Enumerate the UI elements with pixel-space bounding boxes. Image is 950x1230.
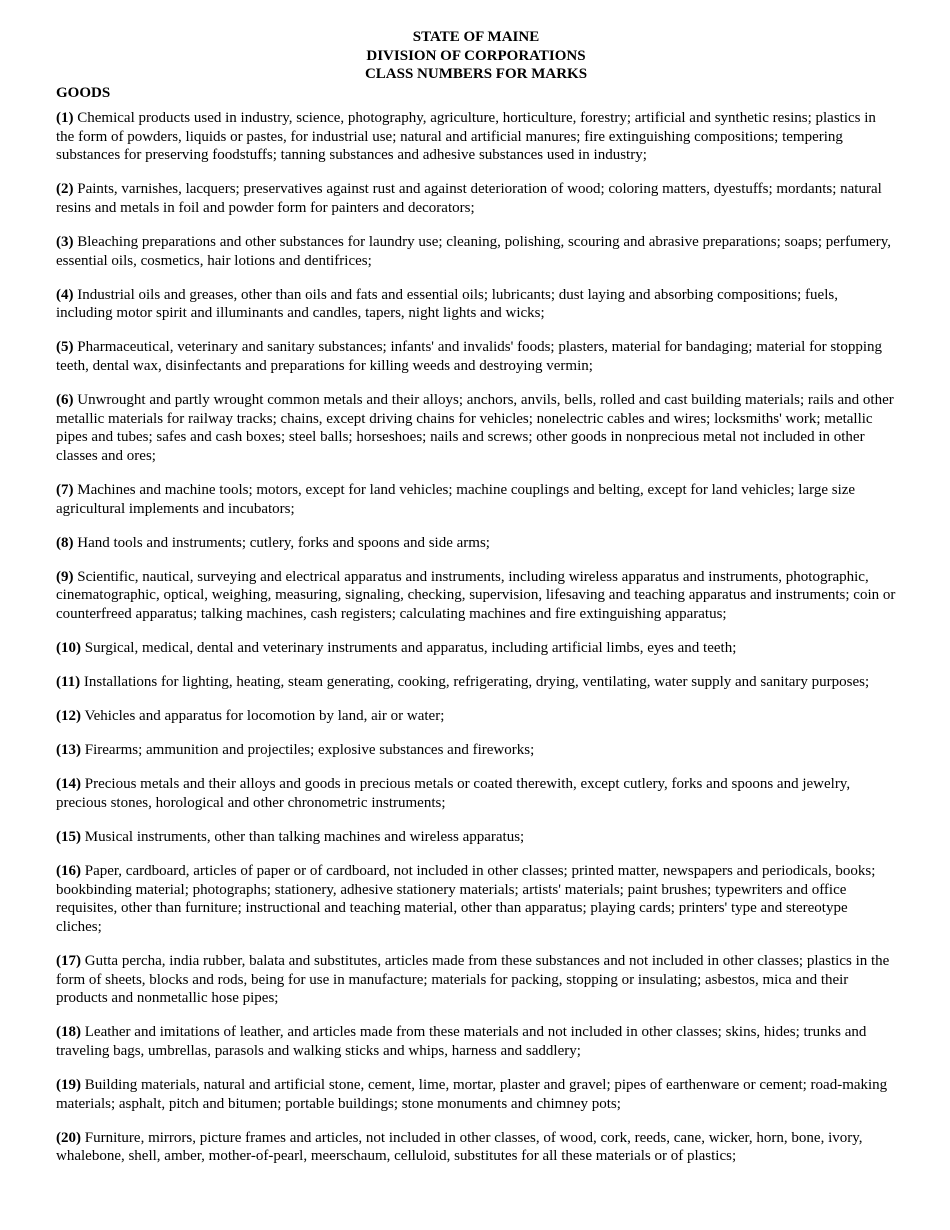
class-number: (10) [56,639,81,656]
class-description: Firearms; ammunition and projectiles; explosive substances and fireworks; [84,742,535,759]
class-description: Bleaching preparations and other substances for laundry use; cleaning, polishing, scouring and abrasive preparations; soaps; perfumery, essential oils, cosmetics, hair lotions and dentifrices; [56,233,892,269]
class-entry [56,109,896,165]
class-entry [56,338,896,375]
class-entry [56,1023,896,1060]
class-description: Surgical, medical, dental and veterinary instruments and apparatus, including artificial limbs, eyes and teeth; [84,639,737,656]
class-description: Gutta percha, india rubber, balata and substitutes, articles made from these substances and not included in other classes; plastics in the form of sheets, blocks and rods, being for use in manufacture; materials for packing, stopping or insulating; asbestos, mica and their products and nonmetallic hose pipes; [56,953,890,1007]
class-entry [56,391,896,465]
class-number: (17) [56,953,81,969]
class-number: (7) [56,481,74,498]
class-entry [56,828,896,847]
class-number: (12) [56,708,81,725]
class-entry [56,1076,896,1113]
class-description: Leather and imitations of leather, and articles made from these materials and not included in other classes; skins, hides; trunks and traveling bags, umbrellas, parasols and walking sticks and whips, harness and saddlery; [56,1024,867,1059]
class-entry [56,707,896,726]
class-number: (20) [56,1129,81,1146]
class-description: Scientific, nautical, surveying and electrical apparatus and instruments, including wireless apparatus and instruments, photographic, cinematographic, optical, weighing, measuring, signaling, checking, supervision, lifesaving and teaching apparatus and instruments; coin or counterfreed apparatus; talking machines, cash registers; calculating machines and fire extinguishing apparatus; [56,568,896,622]
class-description: Vehicles and apparatus for locomotion by land, air or water; [84,708,445,725]
class-number: (19) [56,1076,81,1093]
class-entry [56,534,896,553]
class-number: (16) [56,863,81,880]
class-description: Hand tools and instruments; cutlery, forks and spoons and side arms; [77,534,490,551]
class-list [56,109,896,1166]
class-description: Unwrought and partly wrought common metals and their alloys; anchors, anvils, bells, rolled and cast building materials; rails and other metallic materials for railway tracks; chains, except driving chains for vehicles; nonelectric cables and wires; locksmiths' work; metallic pipes and tubes; safes and cash boxes; steel balls; horseshoes; nails and screws; other goods in nonprecious metal not included in other classes and ores; [56,392,894,464]
header-state: STATE OF MAINE [412,29,540,45]
class-number: (9) [56,568,74,585]
document-page [56,28,896,1181]
class-number: (13) [56,742,81,759]
class-entry [56,862,896,936]
class-description: Precious metals and their alloys and goods in precious metals or coated therewith, except cutlery, forks and spoons and jewelry, precious stones, horological and other chronometric instruments; [56,776,851,811]
class-description: Paints, varnishes, lacquers; preservatives against rust and against deterioration of wood; coloring matters, dyestuffs; mordants; natural resins and metals in foil and powder form for painters and decorators; [56,181,882,216]
class-entry [56,741,896,760]
class-entry [56,568,896,624]
class-number: (5) [56,339,74,356]
class-entry [56,233,896,270]
class-description: Chemical products used in industry, science, photography, agriculture, horticulture, forestry; artificial and synthetic resins; plastics in the form of powders, liquids or pastes, for industrial use; natural and artificial manures; fire extinguishing compositions; tempering substances for preserving foodstuffs; tanning substances and adhesive substances used in industry; [56,110,876,164]
class-number: (2) [56,181,74,198]
class-entry [56,639,896,658]
class-number: (11) [56,674,81,691]
class-number: (3) [56,233,74,250]
header-division: DIVISION OF CORPORATIONS [366,47,586,64]
document-header [56,28,896,84]
class-number: (14) [56,776,81,793]
class-number: (15) [56,829,81,846]
class-description: Paper, cardboard, articles of paper or of cardboard, not included in other classes; printed matter, newspapers and periodicals, books; bookbinding material; photographs; stationery, adhesive stationery materials; artists' materials; paint brushes; typewriters and office requisites, other than furniture; instructional and teaching material, other than apparatus; playing cards; printers' type and stereotype cliches; [56,863,876,935]
class-number: (1) [56,110,74,126]
class-number: (18) [56,1024,81,1041]
class-description: Musical instruments, other than talking machines and wireless apparatus; [84,829,525,846]
class-description: Building materials, natural and artificial stone, cement, lime, mortar, plaster and gravel; pipes of earthenware or cement; road-making materials; asphalt, pitch and bitumen; portable buildings; stone monuments and chimney pots; [56,1076,888,1112]
class-description: Industrial oils and greases, other than oils and fats and essential oils; lubricants; dust laying and absorbing compositions; fuels, including motor spirit and illuminants and candles, tapers, night lights and wicks; [56,286,838,322]
class-number: (4) [56,286,74,303]
class-entry [56,180,896,217]
class-entry [56,1129,896,1166]
class-entry [56,286,896,323]
class-entry [56,775,896,812]
class-description: Furniture, mirrors, picture frames and articles, not included in other classes, of wood, cork, reeds, cane, wicker, horn, bone, ivory, whalebone, shell, amber, mother-of-pearl, meerschaum, celluloid, substitutes for all these materials or of plastics; [56,1129,863,1165]
class-number: (6) [56,392,74,409]
class-description: Machines and machine tools; motors, except for land vehicles; machine couplings and belting, except for land vehicles; large size agricultural implements and incubators; [56,481,856,517]
class-entry [56,952,896,1008]
section-title-goods: GOODS [56,84,111,101]
class-description: Installations for lighting, heating, steam generating, cooking, refrigerating, drying, ventilating, water supply and sanitary purposes; [83,674,870,691]
class-entry [56,673,896,692]
class-description: Pharmaceutical, veterinary and sanitary substances; infants' and invalids' foods; plasters, material for bandaging; material for stopping teeth, dental wax, disinfectants and preparations for killing weeds and destroying vermin; [56,339,882,374]
header-title: CLASS NUMBERS FOR MARKS [364,66,588,82]
class-number: (8) [56,534,74,551]
class-entry [56,481,896,518]
